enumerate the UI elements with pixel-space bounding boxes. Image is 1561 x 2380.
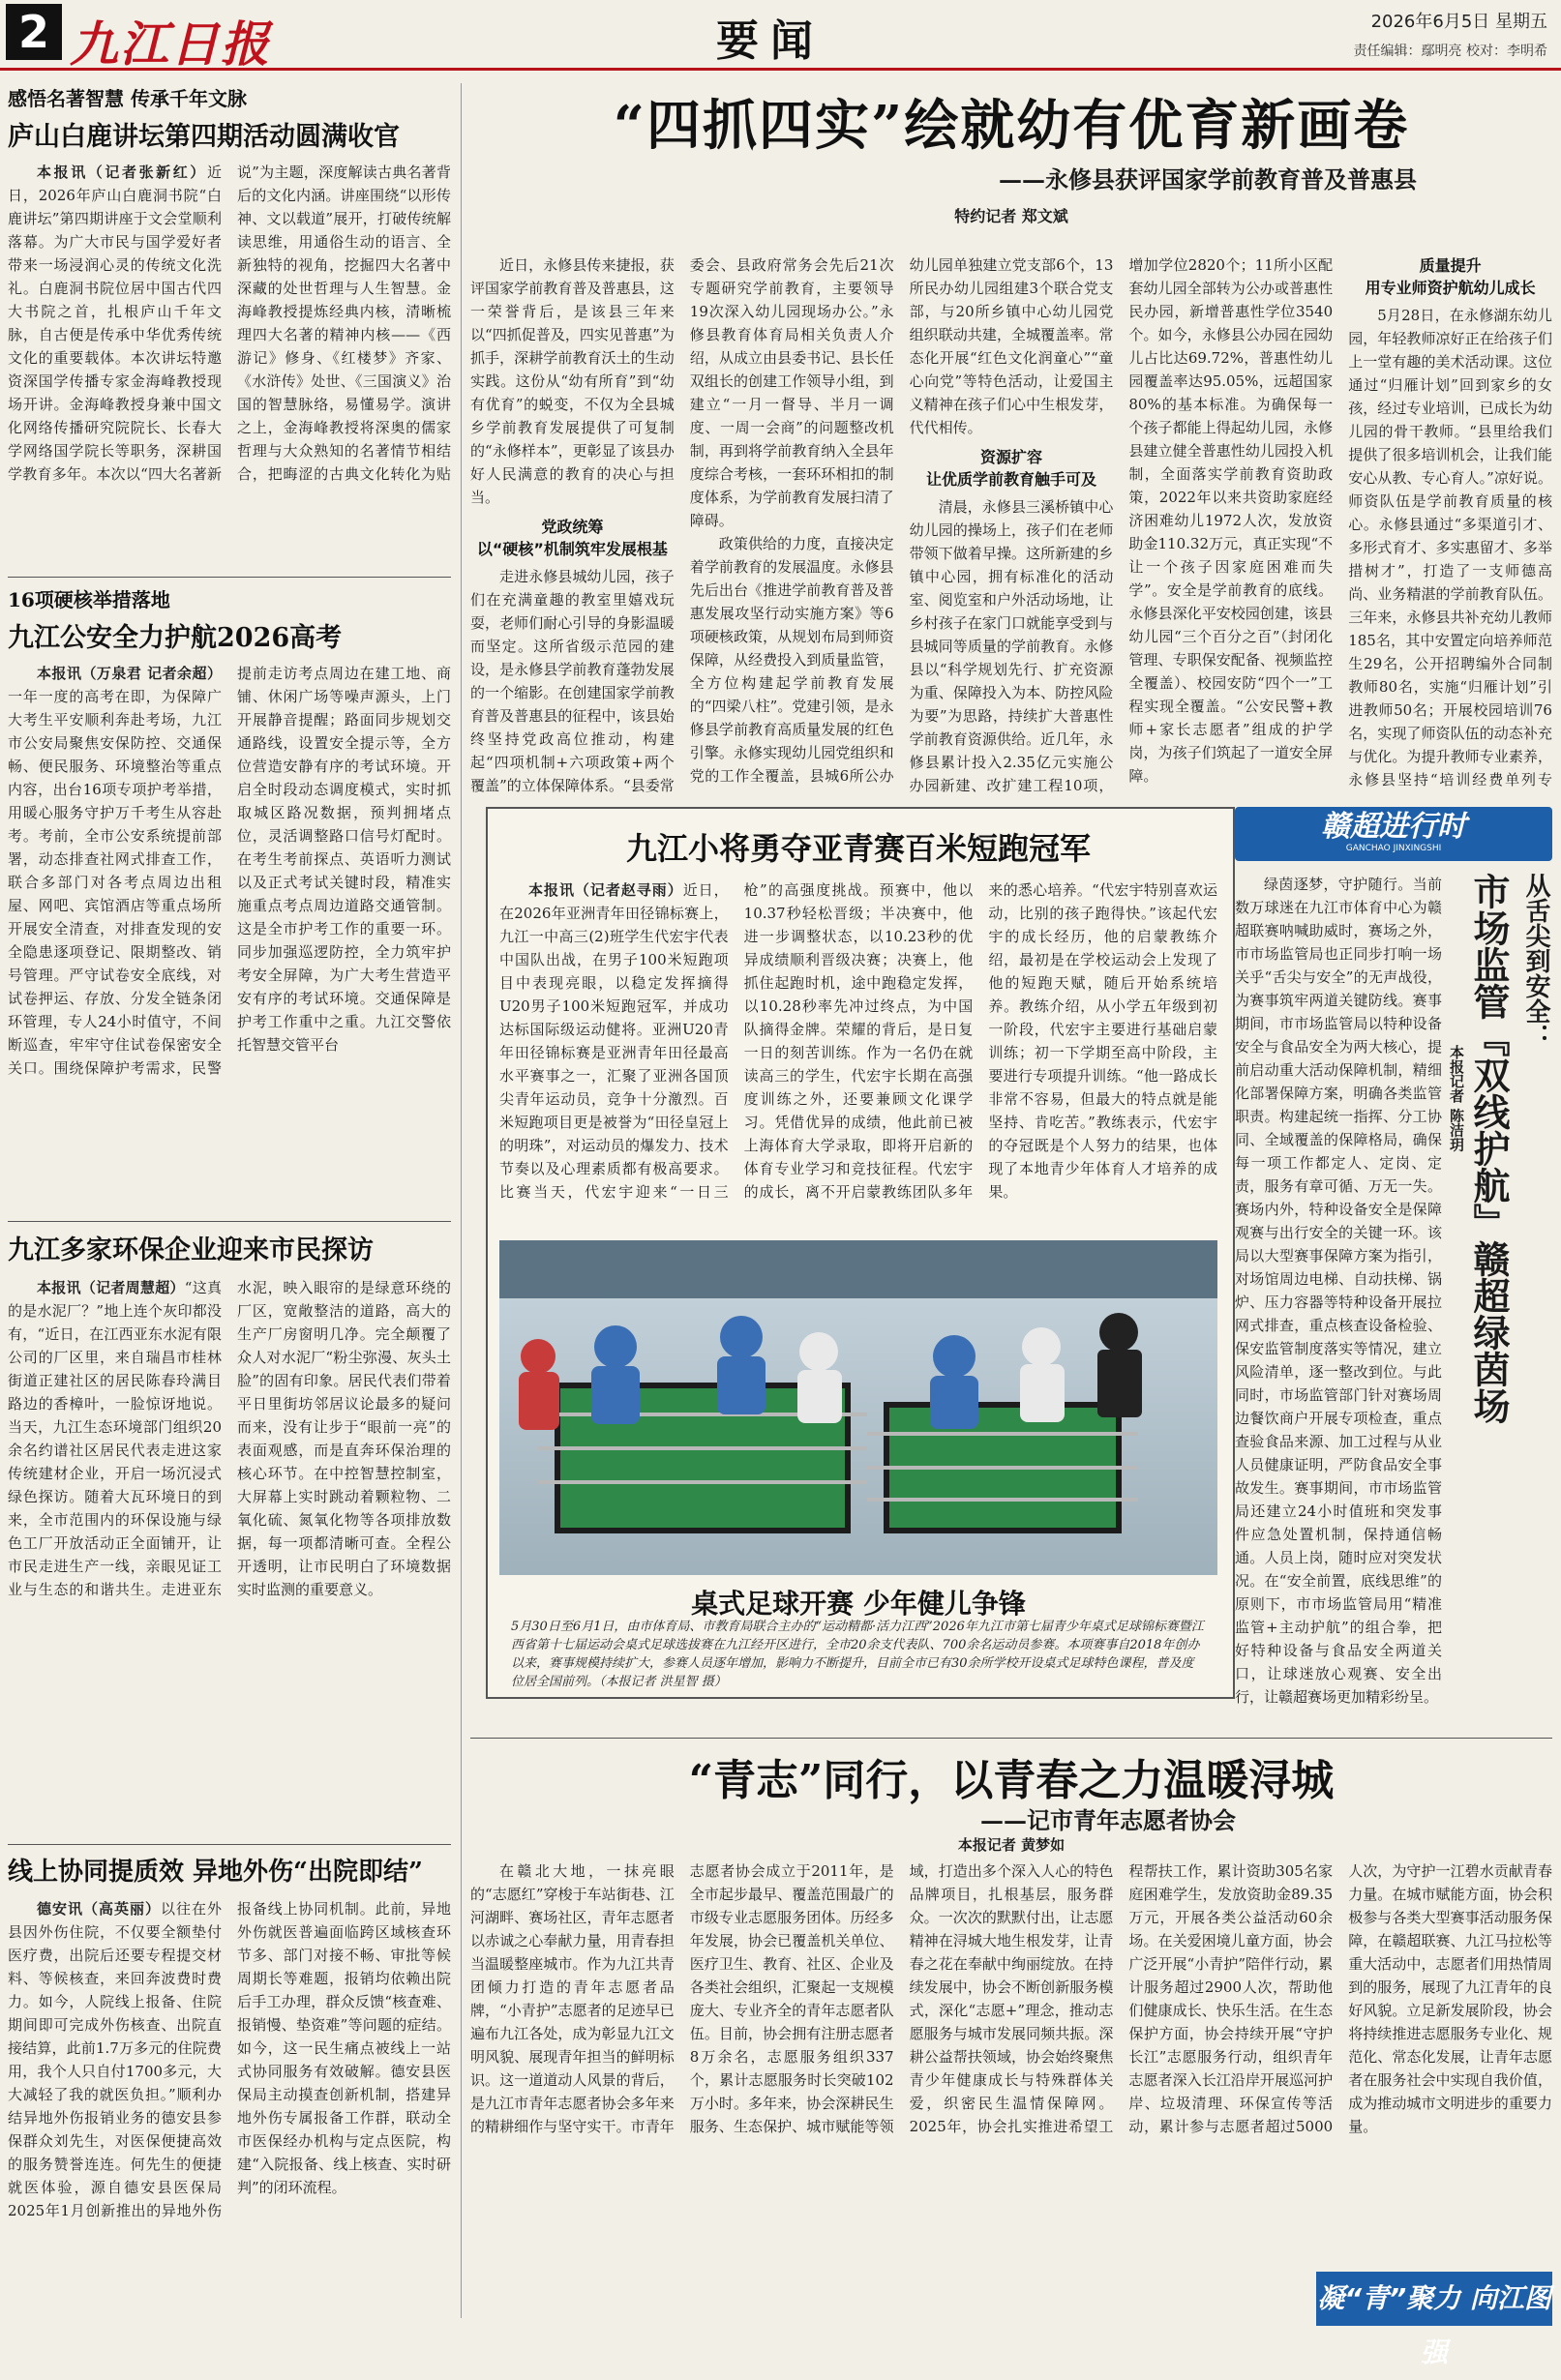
byline: 特约记者 郑文斌 — [954, 207, 1068, 225]
volunteer-body — [470, 1859, 1552, 2256]
article-body — [8, 1897, 451, 2323]
dateline: 2026年6月5日 星期五 — [1370, 12, 1547, 32]
lead-subhead: 资源扩容 让优质学前教育触手可及 — [925, 448, 1096, 489]
page-number: 2 — [6, 4, 62, 60]
badge-subtitle: GANCHAO JINXINGSHI — [1345, 844, 1442, 853]
foosball-photo — [499, 1240, 1217, 1575]
article-text: “这真的是水泥厂？”地上连个灰印都没有，“近日，在江西亚东水泥有限公司的厂区里，来自瑞昌市桂林街道正建社区的居民陈春玲满目路边的香樟叶，一脸惊讶地说。当天，九江生态环境部门组织20余名约谱社区居民代表走进这家传统建材企业，开启一场沉浸式绿色探访。随着大瓦环境日的到来，全市范围内的环保设施与绿色工厂开放活动正全面铺开，让市民走进生产一线，亲眼见证工业与生态的和谐共生。走进亚东水泥，映入眼帘的是绿意环绕的厂区，宽敞整洁的道路，高大的生产厂房窗明几净。完全颠覆了众人对水泥厂“粉尘弥漫、灰头土脸”的固有印象。居民代表们带着平日里街坊邻居议论最多的疑问而来，没有让步于“眼前一亮”的表面观感，而是直奔环保治理的核心环节。在中控智慧控制室，大屏幕上实时跳动着颗粒物、二氧化硫、氮氧化物等各项排放数据，每一项都清晰可查。全程公开透明，让市民明白了环境数据实时监测的重要意义。 — [8, 1279, 451, 1598]
article-title: 九江公安全力护航2026高考 — [8, 623, 343, 653]
caption-text: 5月30日至6月1日，由市体育局、市教育局联合主办的“运动精都·活力江西”2026年九江市第七届青少年桌式足球锦标赛暨江西省第十七届运动会桌式足球选拔赛在九江经开区进行，全市20余支代表队、700余名运动员参赛。本项赛事自2018年创办以来，赛事规模持续扩大，参赛人员逐年增加，影响力不断提升，目前全市已有30余所学校开设桌式足球特色课程，普及度位居全国前列。 — [511, 1620, 1204, 1689]
article-body — [8, 1276, 451, 1833]
photo-caption — [511, 1618, 1206, 1691]
byline: 本报讯（记者赵寻雨） — [528, 881, 683, 899]
lead-article — [470, 83, 1552, 226]
article-gaokao — [8, 584, 451, 1217]
article-text: 近日，在2026年亚洲青年田径锦标赛上，九江一中高三(2)班学生代宏宇代表中国队出战，在男子100米短跑项目中表现亮眼，以稳定发挥摘得U20男子100米短跑冠军，并成功达标国际级运动健将。亚洲U20青年田径锦标赛是亚洲青年田径最高水平赛事之一，汇聚了亚洲各国顶尖青年运动员，竞争十分激烈。百米短跑项目更是被誉为“田径皇冠上的明珠”，对运动员的爆发力、技术节奏以及心理素质都有极高要求。比赛当天，代宏宇迎来“一日三枪”的高强度挑战。预赛中，他以10.37秒轻松晋级；半决赛中，他进一步调整状态，以10.23秒的优异成绩顺利晋级决赛；决赛上，他抓住起跑时机，途中跑稳定发挥，以10.28秒率先冲过终点，为中国队摘得金牌。荣耀的背后，是日复一日的刻苦训练。作为一名仍在就读高三的学生，代宏宇长期在高强度训练之外，还要兼顾文化课学习。凭借优异的成绩，他此前已被上海体育大学录取，即将开启新的体育专业学习和竞技征程。代宏宇的成长，离不开启蒙教练团队多年来的悉心培养。“代宏宇特别喜欢运动，比别的孩子跑得快。”该起代宏宇的成长经历，他的启蒙教练介绍，最初是在学校运动会上发现了他的短跑天赋，随后开始系统培养。教练介绍，从小学五年级到初一阶段，代宏宇主要进行基础启蒙训练；初一下学期至高中阶段，主要进行专项提升训练。“他一路成长非常不容易，但最大的特点就是能坚持、肯吃苦。”教练表示，代宏宇的夺冠既是个人努力的结果，也体现了本地青少年体育人才培养的成果。 — [499, 881, 1217, 1201]
ganchao-title: 市场监管『双线护航』赣超绿茵场 — [1467, 873, 1511, 1424]
ganchao-badge — [1235, 807, 1552, 861]
lead-text: 政策供给的力度，直接决定着学前教育的发展温度。永修县先后出台《推进学前教育普及普惠发展攻坚行动实施方案》等6项硬核政策，从规划布局到师资保障，从经费投入到质量监管，全方位构建起学前教育发展的“四梁八柱”。党建引领，是永修县学前教育高质量发展的红色引擎。永修实现幼儿园党组织和党的工作全覆盖，县城6所公办幼儿园单独建立党支部6个，13所民办幼儿园组建3个联合党支部，与20所乡镇中心幼儿园党组织联动共建，全城覆盖率。常态化开展“红色文化润童心”“童心向党”等特色活动，让爱国主义精神在孩子们心中生根发芽，代代相传。 — [689, 256, 1114, 785]
article-title: 线上协同提质效 异地外伤“出院即结” — [8, 1858, 423, 1887]
lead-title: “四抓四实”绘就幼有优育新画卷 — [613, 94, 1410, 158]
volunteer-subtitle: ——记市青年志愿者协会 — [980, 1806, 1236, 1834]
column-divider — [461, 83, 462, 2318]
photo-credit: （本报记者 洪星智 摄） — [599, 1675, 727, 1689]
byline: 本报讯（万泉君 记者余超） — [37, 665, 222, 682]
editors-line: 责任编辑：鄢明亮 校对：李明希 — [1353, 44, 1547, 59]
ganchao-body — [1235, 873, 1442, 1724]
footer-banner: 凝“青”聚力 向江图强 — [1316, 2272, 1552, 2326]
article-title: 九江多家环保企业迎来市民探访 — [8, 1235, 374, 1265]
byline: 本报讯（记者周慧超） — [37, 1279, 185, 1296]
photo-image — [499, 1240, 1217, 1575]
badge-title: 赣超进行时 — [1321, 810, 1466, 844]
article-title: 庐山白鹿讲坛第四期活动圆满收官 — [8, 122, 400, 152]
sports-title: 九江小将勇夺亚青赛百米短跑冠军 — [625, 830, 1091, 867]
byline: 本报讯（记者张新红） — [37, 164, 207, 181]
lead-subhead: 质量提升 用专业师资护航幼儿成长 — [1365, 256, 1536, 297]
article-text: 在赣北大地，一抹亮眼的“志愿红”穿梭于车站街巷、江河湖畔、赛场社区，青年志愿者以赤诚之心奉献力量，用青春担当温暖整座城市。作为九江共青团倾力打造的青年志愿者品牌，“小青护”志愿者的足迹早已遍布九江各处，成为彰显九江文明风貌、展现青年担当的鲜明标识。这一道道动人风景的背后，是九江市青年志愿者协会多年来的精耕细作与坚守实干。市青年志愿者协会成立于2011年，是全市起步最早、覆盖范围最广的市级专业志愿服务团体。历经多年发展，协会已覆盖机关单位、医疗卫生、教育、社区、企业及各类社会组织，汇聚起一支规模庞大、专业齐全的青年志愿者队伍。目前，协会拥有注册志愿者8万余名，志愿服务组织337个，累计志愿服务时长突破102万小时。多年来，协会深耕民生服务、生态保护、城市赋能等领域，打造出多个深入人心的特色品牌项目，扎根基层，服务群众。一次次的默默付出，让志愿精神在浔城大地生根发芽，让青春之花在奉献中绚丽绽放。在持续发展中，协会不断创新服务模式，深化“志愿+”理念，推动志愿服务与城市发展同频共振。深耕公益帮扶领域，协会始终聚焦青少年健康成长与特殊群体关爱，织密民生温情保障网。2025年，协会扎实推进希望工程帮扶工作，累计资助305名家庭困难学生，发放资助金89.35万元，开展各类公益活动60余场。在关爱困境儿童方面，协会广泛开展“小青护”陪伴行动，累计服务超过2900人次，帮助他们健康成长、快乐生活。在生态保护方面，协会持续开展“守护长江”志愿服务行动，组织青年志愿者深入长江沿岸开展巡河护岸、垃圾清理、环保宣传等活动，累计参与志愿者超过5000人次，为守护一江碧水贡献青春力量。在城市赋能方面，协会积极参与各类大型赛事活动服务保障，在赣超联赛、九江马拉松等重大活动中，志愿者们用热情周到的服务，展现了九江青年的良好风貌。立足新发展阶段，协会将持续推进志愿服务专业化、规范化、常态化发展，让青年志愿者在服务社会中实现自我价值，成为推动城市文明进步的重要力量。 — [470, 1862, 1552, 2135]
article-kicker: 16项硬核举措落地 — [8, 588, 170, 611]
photo-caption-title: 桌式足球开赛 少年健儿争锋 — [691, 1588, 1026, 1620]
byline: 德安讯（高英丽） — [37, 1900, 161, 1918]
article-text: 绿茵逐梦，守护随行。当前数万球迷在九江市体育中心为赣超联赛呐喊助威时，赛场之外，市市场监管局也正同步打响一场关乎“舌尖与安全”的无声战役，为赛事筑牢两道关键防线。赛事期间，市市场监管局以特种设备安全与食品安全为两大核心，提前启动重大活动保障机制，精细化部署保障方案，明确各类监管职责。构建起统一指挥、分工协同、全域覆盖的保障格局，确保每一项工作都定人、定岗、定责，服务有章可循、万无一失。赛场内外，特种设备安全是保障观赛与出行安全的关键一环。该局以大型赛事保障方案为指引，对场馆周边电梯、自动扶梯、锅炉、压力容器等特种设备开展拉网式排查，重点核查设备检验、保安监管制度落实等情况，建立风险清单，逐一整改到位。与此同时，市场监管部门针对赛场周边餐饮商户开展专项检查，重点查验食品来源、加工过程与从业人员健康证明，严防食品安全事故发生。赛事期间，市市场监管局还建立24小时值班和突发事件应急处置机制，保持通信畅通。人员上岗，随时应对突发状况。在“安全前置，底线思维”的原则下，市市场监管局用“精准监管+主动护航”的组合拳，把好特种设备与食品安全两道关口，让球迷放心观赛、安全出行，让赣超赛场更加精彩纷呈。 — [1235, 876, 1442, 1706]
article-yibao — [8, 1852, 451, 2323]
article-body — [8, 161, 451, 505]
byline: 本报记者 陈洁玥 — [1448, 1045, 1465, 1152]
volunteer-title: “青志”同行，以青春之力温暖浔城 — [688, 1756, 1335, 1805]
article-kicker: 感悟名著智慧 传承千年文脉 — [8, 87, 247, 110]
article-huanbao — [8, 1229, 451, 1833]
lead-intro: 近日，永修县传来捷报，获评国家学前教育普及普惠县，这一荣誉背后，是该县三年来以“四抓促普及，四实见普惠”为抓手，深耕学前教育沃土的生动实践。这份从“幼有所育”到“幼有优育”的蜕变，不仅为全县城乡学前教育发展提供了可复制的“永修样本”，更彰显了该县办好人民满意的教育的决心与担当。 — [470, 256, 675, 506]
article-text: 一年一度的高考在即，为保障广大考生平安顺利奔赴考场，九江市公安局聚焦安保防控、交通保畅、便民服务、环境整治等重点内容，出台16项专项护考举措，用暖心服务守护万千考生从容赴考。考前，全市公安系统提前部署，动态排查社网式排查工作，联合多部门对各考点周边出租屋、网吧、宾馆酒店等重点场所开展安全清查，对排查发现的安全隐患逐项登记、限期整改、销号管理。严守试卷安全底线，对试卷押运、存放、分发全链条闭环管理，专人24小时值守，不间断巡查，牢牢守住试卷保密安全关口。围绕保障护考需求，民警提前走访考点周边在建工地、商铺、休闲广场等噪声源头，上门开展静音提醒；路面同步规划交通路线，设置安全提示等，全方位营造安静有序的考试环境。开启全时段动态调度模式，实时抓取城区路况数据，预判拥堵点位，灵活调整路口信号灯配时。在考生考前探点、英语听力测试以及正式考试关键时段，精准实施重点考点周边道路交通管制。这是全市护考工作的重要一环。同步加强巡逻防控，全力筑牢护考安全屏障，为广大考生营造平安有序的考试环境。交通保障是护考工作重中之重。九江交警依托智慧交管平台 — [8, 665, 451, 1077]
sports-body — [499, 878, 1217, 1235]
lead-body — [470, 253, 1552, 799]
article-text: 以往在外县因外伤住院，不仅要全额垫付医疗费，出院后还要专程提交材料、等候核查，来回奔波费时费力。如今，人院线上报备、住院期间即可完成外伤核查、出院直接结算，此前1.7万多元的住院费用，我个人只自付1700多元，大大减轻了我的就医负担。”顺利办结异地外伤报销业务的德安县参保群众刘先生，对医保便捷高效的服务赞誉连连。何先生的便捷就医体验，源自德安县医保局2025年1月创新推出的异地外伤报备线上协同机制。此前，异地外伤就医普遍面临跨区域核查环节多、部门对接不畅、审批等候周期长等难题，报销均依赖出院后手工办理，群众反馈“核查难、报销慢、垫资难”等问题的症结。如今，这一民生痛点被线上一站式协同服务有效破解。德安县医保局主动摸查创新机制，搭建异地外伤专属报备工作群，联动全市医保经办机构与定点医院，构建“入院报备、线上核查、实时研判”的闭环流程。 — [8, 1900, 451, 2219]
section-title: 要闻 — [716, 16, 825, 66]
lead-subhead: 党政统筹 以“硬核”机制筑牢发展根基 — [476, 518, 668, 558]
lead-text: 走进永修县城幼儿园，孩子们在充满童趣的教室里嬉戏玩耍，老师们耐心引导的身影温暖而坚定。这所省级示范园的建设，是永修县学前教育蓬勃发展的一个缩影。在创建国家学前教育普及普惠县的征程中，该县始终坚持党政高位推动，构建起“四项机制+六项政策+两个覆盖”的立体保障体系。“县委常委会、县政府常务会先后21次专题研究学前教育，主要领导19次深入幼儿园现场办公。”永修县教育体育局相关负责人介绍，从成立由县委书记、县长任双组长的创建工作领导小组，到建立“一月一督导、半月一调度、一周一会商”的问题整改机制，再到将学前教育纳入全县年度综合考核，一套环环相扣的制度体系，为学前教育发展扫清了障碍。 — [470, 256, 894, 794]
divider — [8, 1844, 451, 1845]
divider — [8, 1221, 451, 1222]
ganchao-kicker: 从舌尖到安全： — [1521, 873, 1550, 1049]
article-baileidong — [8, 83, 451, 505]
byline: 本报记者 黄梦如 — [957, 1836, 1066, 1854]
newspaper-logo: 九江日报 — [70, 15, 271, 73]
masthead — [0, 0, 1561, 75]
article-text: 近日，2026年庐山白鹿洞书院“白鹿讲坛”第四期讲座于文会堂顺利落幕。为广大市民与国学爱好者带来一场浸润心灵的传统文化洗礼。白鹿洞书院位居中国古代四大书院之首，扎根庐山千年文脉，自古便是传承中华优秀传统文化的重要载体。本次讲坛特邀资深国学传播专家金海峰教授现场开讲。金海峰教授身兼中国文化网络传播研究院院长、长春大学网络国学院长等职务，深耕国学教育多年。本次以“四大名著新说”为主题，深度解读古典名著背后的文化内涵。讲座围绕“以形传神、文以载道”展开，打破传统解读思维，用通俗生动的语言、全新独特的视角，挖掘四大名著中深藏的处世哲理与人生智慧。金海峰教授提炼经典内核，清晰梳理四大名著的精神内核——《西游记》修身、《红楼梦》齐家、《水浒传》处世、《三国演义》治国的智慧脉络，易懂易学。演讲之上，金海峰教授将深奥的儒家哲理与大众熟知的名著情节相结合，把晦涩的古典文化转化为贴 — [8, 164, 451, 483]
article-body — [8, 662, 451, 1217]
lead-text: 5月28日，在永修湖东幼儿园，年轻教师凉好正在给孩子们上一堂有趣的美术活动课。这位通过“归雁计划”回到家乡的女孩，经过专业培训，已成长为幼儿园的骨干教师。“县里给我们提供了很多培训机会，让我们能安心从教、专心育人。”凉好说。师资队伍是学前教育质量的核心。永修县通过“多渠道引才、多形式育才、多实惠留才、多举措树才”，打造了一支师德高尚、业务精湛的学前教育队伍。三年来，永修县共补充幼儿教师185名，其中安置定向培养师范生29名，公开招聘编外合同制教师80名，实施“归雁计划”引进教师50名；开展校园培训76名，实现了师资队伍的动态补充与优化。为提升教师专业素养，永修县坚持“培训经费单列专 — [1348, 307, 1552, 788]
lead-text: 清晨，永修县三溪桥镇中心幼儿园的操场上，孩子们在老师带领下做着早操。这所新建的乡镇中心园，拥有标准化的活动室、阅览室和户外活动场地，让乡村孩子在家门口就能享受到与县城同等质量的学前教育。永修县以“科学规划先行、扩充资源为重、保障投入为本、防控风险为要”为思路，持续扩大普惠性学前教育资源供给。近几年，永修县累计投入2.35亿元实施公办园新建、改扩建工程10项，增加学位2820个；11所小区配套幼儿园全部转为公办或普惠性民办园，新增普惠性学位3540个。如今，永修县公办园在园幼儿占比达69.72%，普惠性幼儿园覆盖率达95.05%，远超国家80%的基本标准。为确保每一个孩子都能上得起幼儿园，永修县建立健全普惠性幼儿园投入机制，全面落实学前教育资助政策，2022年以来共资助家庭经济困难幼儿1972人次，发放资助金110.32万元，真正实现“不让一个孩子因家庭困难而失学”。安全是学前教育的底线。永修县深化平安校园创建，该县幼儿园“三个百分之百”（封闭化管理、专职保安配备、视频监控全覆盖）、校园安防“四个一”工程实现全覆盖。“公安民警+教师+家长志愿者”组成的护学岗，为孩子们筑起了一道安全屏障。 — [909, 256, 1334, 794]
divider — [8, 577, 451, 578]
divider — [470, 1738, 1552, 1739]
masthead-rule — [0, 68, 1561, 71]
lead-subtitle: ——永修县获评国家学前教育普及普惠县 — [999, 165, 1417, 193]
